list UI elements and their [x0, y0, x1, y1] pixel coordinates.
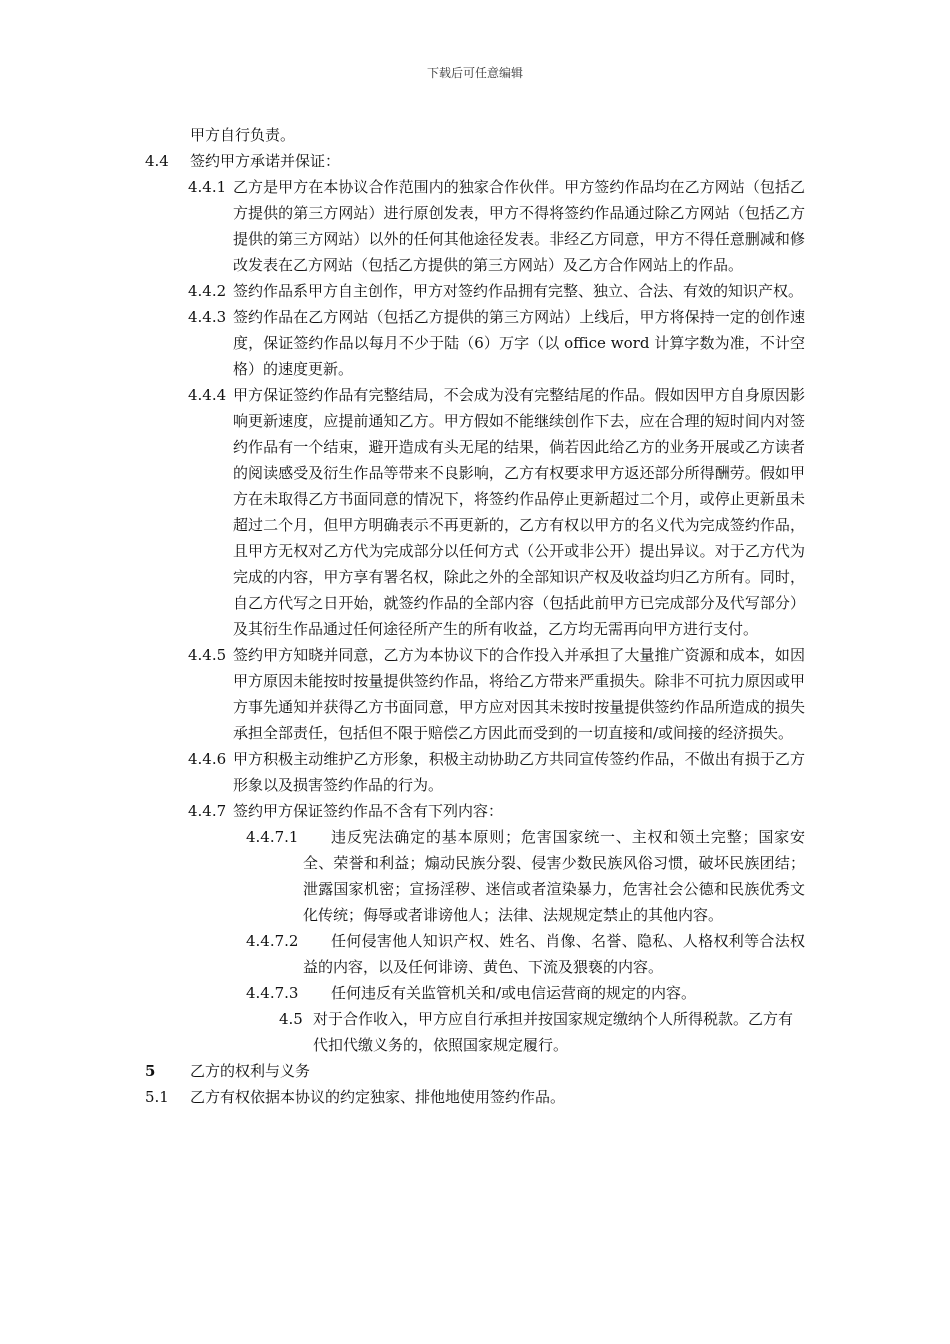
clause-number: 4.4.5	[188, 646, 227, 664]
clause-number: 5.1	[145, 1088, 169, 1106]
lead-paragraph	[0, 122, 800, 148]
clause-4-4-2	[0, 278, 805, 304]
clause-text: 甲方积极主动维护乙方形象，积极主动协助乙方共同宣传签约作品，不做出有损于乙方形象以及损害签约作品的行为。	[233, 750, 805, 794]
clause-text: 签约甲方知晓并同意，乙方为本协议下的合作投入并承担了大量推广资源和成本，如因甲方原因未能按时按量提供签约作品，将给乙方带来严重损失。除非不可抗力原因或甲方事先通知并获得乙方书面同意，甲方应对因其未按时按量提供签约作品所造成的损失承担全部责任，包括但不限于赔偿乙方因此而受到的一切直接和/或间接的经济损失。	[233, 646, 805, 742]
clause-4-4-3	[0, 304, 805, 382]
clause-number: 4.4.4	[188, 386, 227, 404]
clause-number: 4.4.7	[188, 802, 227, 820]
clause-number: 4.4.7.2	[246, 932, 299, 950]
clause-text: 违反宪法确定的基本原则；危害国家统一、主权和领土完整；国家安全、荣誉和利益；煽动民族分裂、侵害少数民族风俗习惯，破坏民族团结；泄露国家机密；宣扬淫秽、迷信或者渲染暴力，危害社会公德和民族优秀文化传统；侮辱或者诽谤他人；法律、法规规定禁止的其他内容。	[303, 828, 805, 924]
clause-text: 任何侵害他人知识产权、姓名、肖像、名誉、隐私、人格权利等合法权益的内容，以及任何诽谤、黄色、下流及猥亵的内容。	[303, 932, 805, 976]
clause-text: 签约作品在乙方网站（包括乙方提供的第三方网站）上线后，甲方将保持一定的创作速度，保证签约作品以每月不少于陆（6）万字（以 office word 计算字数为准，不计空格）的速度更新。	[233, 308, 805, 378]
clause-4-4	[0, 148, 800, 174]
clause-number: 4.4.6	[188, 750, 227, 768]
page-header: 下载后可任意编辑	[426, 66, 523, 80]
clause-number: 4.4.7.3	[246, 984, 299, 1002]
clause-number: 4.4	[145, 152, 169, 170]
clause-4-5	[0, 1006, 805, 1058]
clause-4-4-7-2	[0, 928, 805, 980]
clause-text: 签约作品系甲方自主创作，甲方对签约作品拥有完整、独立、合法、有效的知识产权。	[233, 282, 804, 300]
clause-text: 签约甲方保证签约作品不含有下列内容：	[233, 802, 504, 820]
section-5-heading	[0, 1058, 800, 1084]
document-body	[0, 122, 950, 1110]
clause-4-4-5	[0, 642, 805, 746]
clause-text: 对于合作收入，甲方应自行承担并按国家规定缴纳个人所得税款。乙方有代扣代缴义务的，依照国家规定履行。	[313, 1010, 794, 1054]
clause-text: 任何违反有关监管机关和/或电信运营商的规定的内容。	[331, 984, 697, 1002]
clause-5-1	[0, 1084, 800, 1110]
clause-number: 4.4.2	[188, 282, 227, 300]
clause-number: 4.4.1	[188, 178, 227, 196]
clause-4-4-7	[0, 798, 805, 824]
clause-4-4-6	[0, 746, 805, 798]
lead-text: 甲方自行负责。	[190, 126, 296, 144]
section-title: 乙方的权利与义务	[190, 1062, 311, 1080]
clause-text: 乙方有权依据本协议的约定独家、排他地使用签约作品。	[190, 1088, 566, 1106]
clause-text: 甲方保证签约作品有完整结局，不会成为没有完整结尾的作品。假如因甲方自身原因影响更新速度，应提前通知乙方。甲方假如不能继续创作下去，应在合理的短时间内对签约作品有一个结束，避开造成有头无尾的结果，倘若因此给乙方的业务开展或乙方读者的阅读感受及衍生作品等带来不良影响，乙方有权要求甲方返还部分所得酬劳。假如甲方在未取得乙方书面同意的情况下，将签约作品停止更新超过二个月，或停止更新虽未超过二个月，但甲方明确表示不再更新的，乙方有权以甲方的名义代为完成签约作品，且甲方无权对乙方代为完成部分以任何方式（公开或非公开）提出异议。对于乙方代为完成的内容，甲方享有署名权，除此之外的全部知识产权及收益均归乙方所有。同时，自乙方代写之日开始，就签约作品的全部内容（包括此前甲方已完成部分及代写部分）及其衍生作品通过任何途径所产生的所有收益，乙方均无需再向甲方进行支付。	[233, 386, 805, 638]
clause-number: 4.4.3	[188, 308, 227, 326]
clause-text: 签约甲方承诺并保证：	[190, 152, 341, 170]
clause-number: 4.5	[279, 1010, 303, 1028]
clause-4-4-1	[0, 174, 805, 278]
clause-number: 4.4.7.1	[246, 828, 299, 846]
clause-4-4-7-1	[0, 824, 805, 928]
clause-4-4-7-3	[0, 980, 805, 1006]
clause-text: 乙方是甲方在本协议合作范围内的独家合作伙伴。甲方签约作品均在乙方网站（包括乙方提供的第三方网站）进行原创发表，甲方不得将签约作品通过除乙方网站（包括乙方提供的第三方网站）以外的任何其他途径发表。非经乙方同意，甲方不得任意删减和修改发表在乙方网站（包括乙方提供的第三方网站）及乙方合作网站上的作品。	[233, 178, 805, 274]
clause-4-4-4	[0, 382, 805, 642]
section-number: 5	[145, 1062, 156, 1080]
